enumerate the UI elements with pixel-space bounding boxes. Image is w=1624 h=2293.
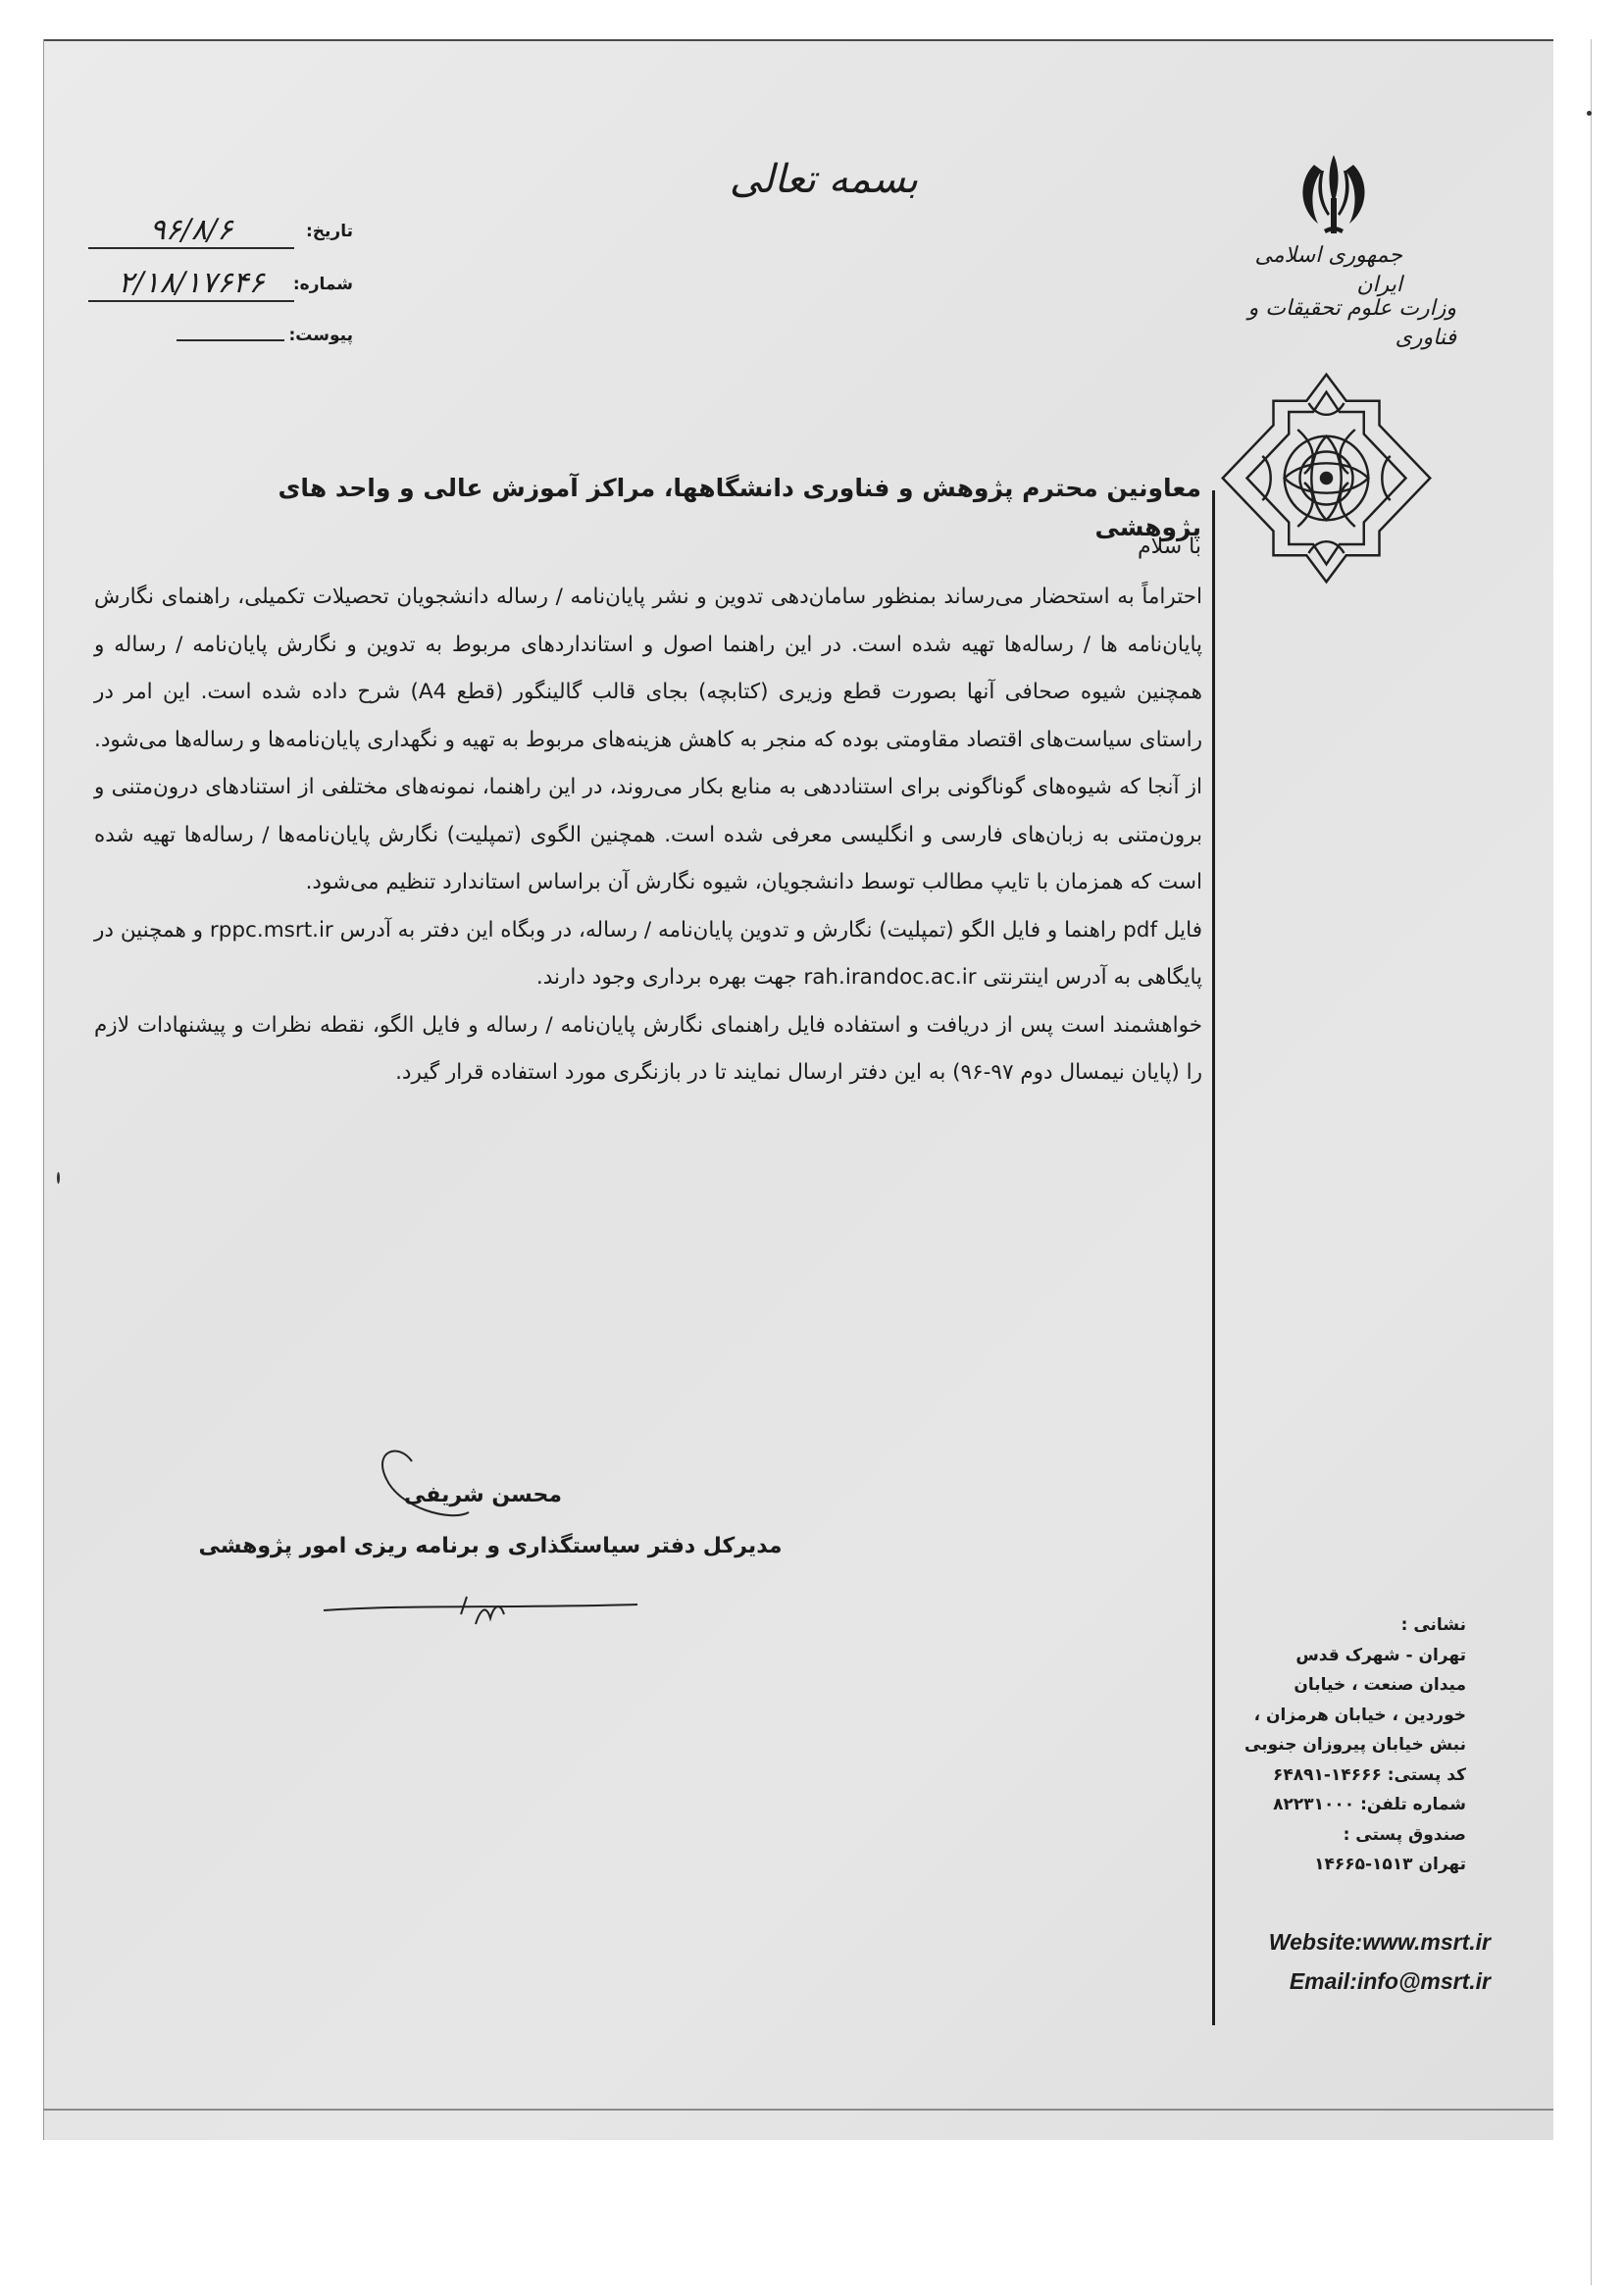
address-line: نشانی : (1400, 1615, 1466, 1635)
scan-edge-left (43, 39, 44, 2140)
signer-title: مدیرکل دفتر سیاستگذاری و برنامه ریزی امور پژوهشی (198, 1534, 783, 1558)
attachment-label: پیوست: (288, 326, 353, 345)
letter-body (94, 574, 1202, 1097)
number-row (69, 267, 353, 302)
address-line: تهران ۱۵۱۳-۱۴۶۶۵ (1314, 1855, 1466, 1874)
national-emblem-icon (1285, 147, 1383, 245)
body-paragraph: فایل pdf راهنما و فایل الگو (تمپلیت) نگارش و تدوین پایان‌نامه / رساله، در وبگاه این دفتر به آدرس rppc.msrt.ir و همچنین در پایگاهی به آدرس اینترنتی rah.irandoc.ac.ir جهت بهره برداری وجود دارند. (94, 917, 1202, 990)
greeting: با سلام (1137, 535, 1201, 559)
date-row (69, 214, 353, 249)
address-line: شماره تلفن: ۸۲۲۳۱۰۰۰ (1273, 1795, 1466, 1814)
scan-edge-bottom (43, 2109, 1553, 2111)
scan-edge-top (43, 39, 1553, 41)
republic-line: جمهوری اسلامی ایران (1254, 243, 1402, 297)
attachment-value (177, 318, 284, 341)
address-line: کد پستی: ۱۴۶۶۶-۶۴۸۹۱ (1272, 1764, 1466, 1785)
number-label: شماره: (292, 275, 353, 294)
basmala-heading: بسمه تعالی (729, 157, 919, 202)
address-line: میدان صنعت ، خیابان (1294, 1675, 1466, 1695)
date-value: ۹۶/۸/۶ (88, 214, 294, 249)
date-label: تاریخ: (306, 222, 353, 241)
number-value: ۲/۱۸/۱۷۶۴۶ (88, 267, 294, 302)
website-text: Website:www.msrt.ir (1268, 1929, 1491, 1955)
body-paragraph: احتراماً به استحضار می‌رساند بمنظور سامان‌دهی تدوین و نشر پایان‌نامه / رساله دانشجویان تحصیلات تکمیلی، راهنمای نگارش پایان‌نامه ها / رساله‌ها تهیه شده است. در این راهنما اصول و استانداردهای مربوط به تدوین و نگارش پایان‌نامه / رساله و همچنین شیوه صحافی آنها بصورت قطع وزیری (کتابچه) بجای قالب گالینگور (قطع A4) شرح داده شده است. این امر در راستای سیاست‌های اقتصاد مقاومتی بوده که منجر به کاهش هزینه‌های مربوط به تهیه و نگهداری پایان‌نامه‌ها و رساله‌ها می‌شود. از آنجا که شیوه‌های گوناگونی برای استناددهی به منابع بکار می‌روند، در این راهنما، نمونه‌های مختلفی از استنادهای درون‌متنی و برون‌متنی به زبان‌های فارسی و انگلیسی معرفی شده است. همچنین الگوی (تمپلیت) نگارش پایان‌نامه‌ها / رساله‌ها تهیه شده است که همزمان با تایپ مطالب توسط دانشجویان، شیوه نگارش آن براساس استاندارد تنظیم می‌شود. (94, 585, 1202, 894)
address-line: نبش خیابان پیروزان جنوبی (1244, 1735, 1466, 1755)
ministry-line: وزارت علوم تحقیقات و فناوری (1247, 296, 1456, 350)
attachment-row (69, 318, 353, 353)
scan-speck (1587, 111, 1592, 116)
address-line: تهران - شهرک قدس (1295, 1645, 1466, 1665)
scan-edge-right (1591, 39, 1592, 2285)
address-block (1231, 1610, 1466, 1880)
body-paragraph: خواهشمند است پس از دریافت و استفاده فایل راهنمای نگارش پایان‌نامه / رساله و فایل الگو، نقطه نظرات و پیشنهادات لازم را (پایان نیمسال دوم ۹۷-۹۶) به این دفتر ارسال نمایند تا در بازنگری مورد استفاده قرار گیرد. (94, 1012, 1202, 1085)
ornament-icon (1216, 368, 1437, 588)
letter-heading: معاونین محترم پژوهش و فناوری دانشگاهها، مراکز آموزش عالی و واحد های پژوهشی (278, 474, 1201, 541)
address-line: خوردین ، خیابان هرمزان ، (1253, 1705, 1466, 1725)
email-text: Email:info@msrt.ir (1289, 1968, 1491, 1994)
signer-name: محسن شریفی (404, 1483, 562, 1507)
margin-rule (1212, 490, 1215, 2025)
address-line: صندوق پستی : (1343, 1824, 1466, 1845)
scan-speck (57, 1172, 60, 1184)
